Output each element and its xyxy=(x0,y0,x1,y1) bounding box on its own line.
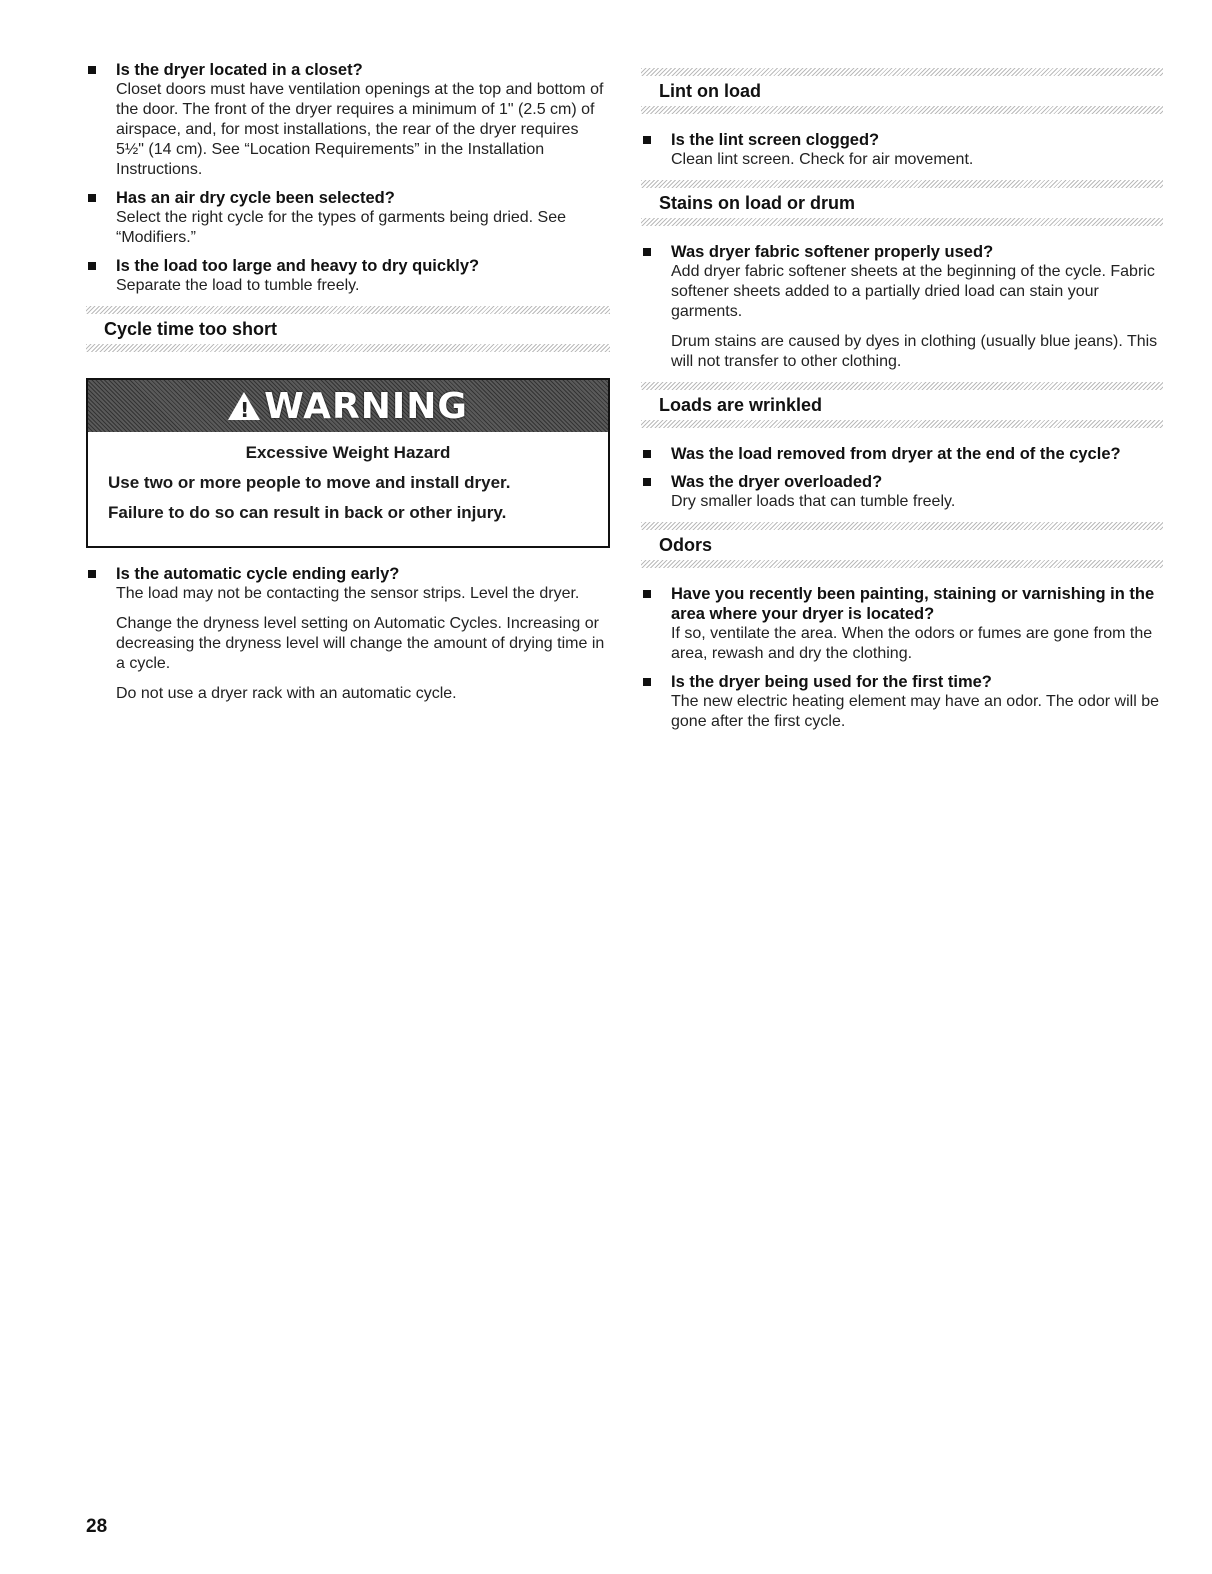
bullet-square-icon xyxy=(643,136,651,144)
item-question: Has an air dry cycle been selected? xyxy=(116,189,395,207)
bullet-square-icon xyxy=(643,248,651,256)
item-answer: Do not use a dryer rack with an automatic cycle. xyxy=(116,685,457,702)
section-band-top xyxy=(641,180,1163,188)
page-number: 28 xyxy=(86,1516,108,1537)
troubleshooting-section xyxy=(641,522,1163,568)
item-answer: Drum stains are caused by dyes in clothing (usually blue jeans). This will not transfer to other clothing. xyxy=(671,333,1158,370)
list-item xyxy=(641,444,1163,464)
bullet-square-icon xyxy=(643,678,651,686)
section-items xyxy=(641,242,1163,372)
warning-triangle-icon xyxy=(228,392,260,420)
section-band-top xyxy=(86,306,610,314)
section-items xyxy=(641,130,1163,170)
item-answer: If so, ventilate the area. When the odors or fumes are gone from the area, rewash and dry the clothing. xyxy=(671,625,1153,662)
section-title: Lint on load xyxy=(659,81,761,101)
item-question: Is the dryer being used for the first time? xyxy=(671,673,992,691)
left-column xyxy=(86,60,610,712)
item-question: Was the load removed from dryer at the end of the cycle? xyxy=(671,445,1121,463)
item-answer: Closet doors must have ventilation openings at the top and bottom of the door. The front of the dryer requires a minimum of 1" (2.5 cm) of airspace, and, for most installations, the rear of the dryer requires 5½" (14 cm). See “Location Requirements” in the Installation Instructions. xyxy=(116,81,604,178)
warning-word: WARNING xyxy=(264,385,468,427)
section-items xyxy=(641,444,1163,512)
left-intro-items xyxy=(86,60,610,296)
section-title: Loads are wrinkled xyxy=(659,395,823,415)
warning-body xyxy=(88,432,608,546)
list-item xyxy=(641,672,1163,732)
list-item xyxy=(86,60,610,180)
list-item xyxy=(641,130,1163,170)
bullet-square-icon xyxy=(88,66,96,74)
warning-line-1: Use two or more people to move and install dryer. xyxy=(108,473,511,492)
warning-hazard: Excessive Weight Hazard xyxy=(245,443,451,462)
right-column xyxy=(641,60,1163,740)
list-item xyxy=(86,256,610,296)
item-question: Was the dryer overloaded? xyxy=(671,473,883,491)
bullet-square-icon xyxy=(643,590,651,598)
item-question: Is the automatic cycle ending early? xyxy=(116,565,400,583)
item-question: Is the load too large and heavy to dry quickly? xyxy=(116,257,480,275)
item-answer: Select the right cycle for the types of garments being dried. See “Modifiers.” xyxy=(116,209,567,246)
item-question: Was dryer fabric softener properly used? xyxy=(671,243,994,261)
section-cycle-time-too-short xyxy=(86,306,610,352)
section-band-bottom xyxy=(641,218,1163,226)
section-band-bottom xyxy=(641,106,1163,114)
section-band-bottom xyxy=(641,420,1163,428)
bullet-square-icon xyxy=(643,478,651,486)
troubleshooting-section xyxy=(641,68,1163,114)
item-answer: The new electric heating element may have an odor. The odor will be gone after the first cycle. xyxy=(671,693,1159,730)
section-title: Cycle time too short xyxy=(104,319,278,339)
item-question: Have you recently been painting, staining or varnishing in the area where your dryer is located? xyxy=(671,585,1155,623)
item-question: Is the dryer located in a closet? xyxy=(116,61,363,79)
bullet-square-icon xyxy=(88,194,96,202)
section-band-top xyxy=(641,522,1163,530)
list-item xyxy=(641,472,1163,512)
item-answer: Separate the load to tumble freely. xyxy=(116,277,360,294)
left-cycle-items xyxy=(86,564,610,704)
warning-box xyxy=(86,378,610,548)
section-band-bottom xyxy=(641,560,1163,568)
bullet-square-icon xyxy=(643,450,651,458)
item-answer: Add dryer fabric softener sheets at the beginning of the cycle. Fabric softener sheets added to a partially dried load can stain your garments. xyxy=(671,263,1155,320)
warning-line-2: Failure to do so can result in back or other injury. xyxy=(108,503,507,522)
section-title: Odors xyxy=(659,535,713,555)
list-item xyxy=(86,564,610,704)
warning-header xyxy=(88,380,608,432)
item-answer: The load may not be contacting the sensor strips. Level the dryer. xyxy=(116,585,580,602)
list-item xyxy=(641,584,1163,664)
bullet-square-icon xyxy=(88,262,96,270)
section-band-bottom xyxy=(86,344,610,352)
list-item xyxy=(641,242,1163,372)
item-answer: Change the dryness level setting on Automatic Cycles. Increasing or decreasing the dryness level will change the amount of drying time in a cycle. xyxy=(116,615,605,672)
item-answer: Clean lint screen. Check for air movement. xyxy=(671,151,974,168)
item-answer: Dry smaller loads that can tumble freely. xyxy=(671,493,956,510)
list-item xyxy=(86,188,610,248)
troubleshooting-section xyxy=(641,180,1163,226)
bullet-square-icon xyxy=(88,570,96,578)
troubleshooting-section xyxy=(641,382,1163,428)
section-title: Stains on load or drum xyxy=(659,193,856,213)
item-question: Is the lint screen clogged? xyxy=(671,131,880,149)
section-band-top xyxy=(641,382,1163,390)
section-items xyxy=(641,584,1163,732)
right-sections xyxy=(641,68,1163,732)
section-band-top xyxy=(641,68,1163,76)
